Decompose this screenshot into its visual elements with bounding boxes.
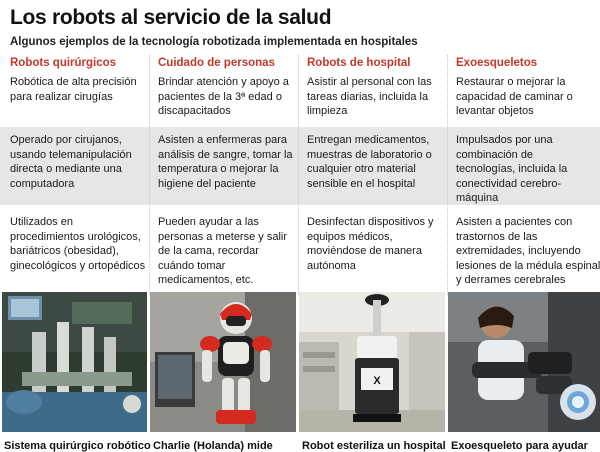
column-divider <box>149 55 150 295</box>
column-heading: Robots de hospital <box>307 57 411 69</box>
purpose-text: Brindar atención y apoyo a pacientes de la 3ª edad o discapacitados <box>158 76 289 117</box>
operation-text: Entregan medicamentos, muestras de laboratorio o cualquier otro material sensible en el hospital <box>307 134 432 190</box>
usage-text: Pueden ayudar a las personas a meterse y salir de la cama, recordar cuándo tomar medicamentos, etc. <box>158 216 287 286</box>
usage-text: Desinfectan dispositivos y equipos médicos, moviéndose de manera autónoma <box>307 216 434 272</box>
care-robot-photo <box>150 292 296 432</box>
photo-caption: Charlie (Holanda) mide <box>153 440 273 452</box>
column-heading: Robots quirúrgicos <box>10 57 117 69</box>
column-divider <box>298 55 299 295</box>
page-title: Los robots al servicio de la salud <box>10 6 332 29</box>
photo-caption: Robot esteriliza un hospital <box>302 440 446 452</box>
operation-text: Impulsados por una combinación de tecnologías, incluida la conectividad cerebro-máquina <box>456 134 568 204</box>
hospital-robot-photo <box>299 292 445 432</box>
operation-text: Operado por cirujanos, usando telemanipulación directa o mediante una computadora <box>10 134 132 190</box>
surgical-robot-photo <box>2 292 147 432</box>
photo-caption: Sistema quirúrgico robótico <box>4 440 151 452</box>
column-heading: Cuidado de personas <box>158 57 275 69</box>
usage-text: Utilizados en procedimientos urológicos, bariátricos (obesidad), ginecológicos y ortopédicos <box>10 216 146 272</box>
purpose-text: Restaurar o mejorar la capacidad de caminar o levantar objetos <box>456 76 573 117</box>
page-subtitle: Algunos ejemplos de la tecnología robotizada implementada en hospitales <box>10 36 418 48</box>
purpose-text: Robótica de alta precisión para realizar cirugías <box>10 76 137 103</box>
column-heading: Exoesqueletos <box>456 57 538 69</box>
column-divider <box>447 55 448 295</box>
photo-caption: Exoesqueleto para ayudar <box>451 440 588 452</box>
operation-text: Asisten a enfermeras para análisis de sangre, tomar la temperatura o mejorar la higiene del paciente <box>158 134 293 190</box>
exoskeleton-photo <box>448 292 600 432</box>
purpose-text: Asistir al personal con las tareas diarias, incluida la limpieza <box>307 76 432 117</box>
svg-text:X: X <box>373 375 381 387</box>
usage-text: Asisten a pacientes con trastornos de las extremidades, incluyendo lesiones de la médula espinal y derrames cerebrales <box>456 216 600 286</box>
